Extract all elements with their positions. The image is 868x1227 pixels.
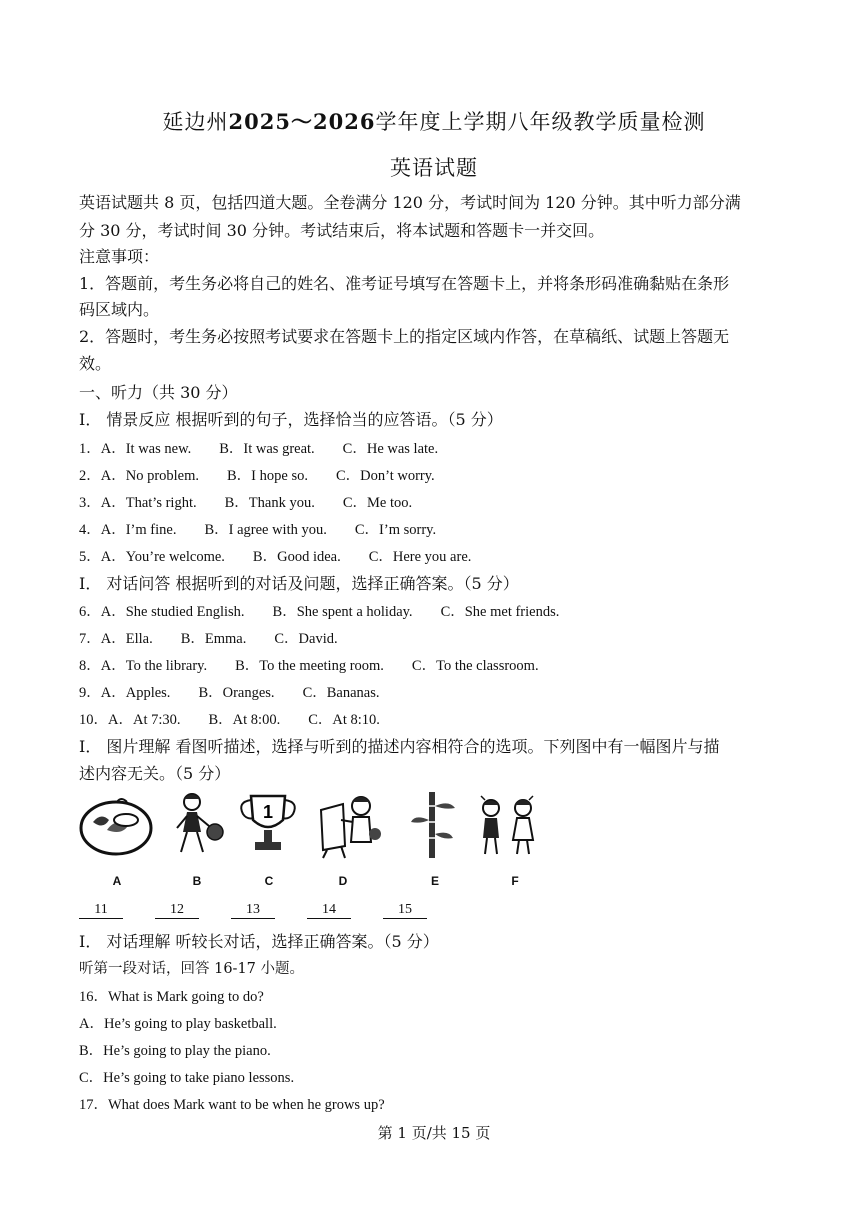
question-row: 10．A．At 7:30. B．At 8:00. C．At 8:10. xyxy=(79,712,380,728)
exam-subtitle: 英语试题 xyxy=(390,156,478,180)
note-line-1: 1．答题前，考生务必将自己的姓名、准考证号填写在答题卡上，并将条形码准确黏贴在条形 xyxy=(79,274,730,293)
picture-label: A xyxy=(112,874,122,888)
question-row: 9．A．Apples. B．Oranges. C．Bananas. xyxy=(79,685,380,701)
part-c-heading-2: 述内容无关。（5 分） xyxy=(79,764,231,783)
picture-label: D xyxy=(338,874,348,888)
part-d-heading: Ⅰ． 对话理解 听较长对话，选择正确答案。（5 分） xyxy=(79,932,439,951)
trophy-icon xyxy=(231,790,306,860)
answer-blank[interactable]: 13 xyxy=(231,902,275,919)
part-a-heading: Ⅰ． 情景反应 根据听到的句子，选择恰当的应答语。（5 分） xyxy=(79,410,503,429)
question-row: 6．A．She studied English. B．She spent a holiday. C．She met friends. xyxy=(79,604,560,620)
svg-text:1: 1 xyxy=(262,802,274,822)
question-row: 2．A．No problem. B．I hope so. C．Don’t worry. xyxy=(79,468,435,484)
exam-title: 延边州2025～2026学年度上学期八年级教学质量检测 xyxy=(162,109,706,134)
question-row: 5．A．You’re welcome. B．Good idea. C．Here you are. xyxy=(79,549,472,565)
bamboo-icon xyxy=(397,790,472,860)
question-row: 1．A．It was new. B．It was great. C．He was late. xyxy=(79,441,439,457)
intro-line-1: 英语试题共 8 页，包括四道大题。全卷满分 120 分，考试时间为 120 分钟。其中听力部分满 xyxy=(79,193,741,212)
note-line-2: 码区域内。 xyxy=(79,300,160,319)
question-row: 7．A．Ella. B．Emma. C．David. xyxy=(79,631,338,647)
food-bowl-icon xyxy=(79,790,154,860)
question-row: 4．A．I’m fine. B．I agree with you. C．I’m sorry. xyxy=(79,522,437,538)
question-16: 16．What is Mark going to do? xyxy=(79,989,264,1005)
picture-label: B xyxy=(192,874,202,888)
part-d-instruction: 听第一段对话，回答 16-17 小题。 xyxy=(79,961,305,977)
page-number: 第 1 页/共 15 页 xyxy=(377,1124,491,1142)
section-heading-listening: 一、听力（共 30 分） xyxy=(79,383,238,402)
question-16-option-b: B．He’s going to play the piano. xyxy=(79,1043,271,1059)
answer-blanks xyxy=(79,902,459,919)
question-16-option-a: A．He’s going to play basketball. xyxy=(79,1016,277,1032)
painter-boy-icon xyxy=(315,790,390,860)
picture-label: E xyxy=(430,874,439,888)
note-line-3: 2．答题时，考生务必按照考试要求在答题卡上的指定区域内作答，在草稿纸、试题上答题无 xyxy=(79,327,730,346)
question-17: 17．What does Mark want to be when he grows up? xyxy=(79,1097,385,1113)
answer-blank[interactable]: 12 xyxy=(155,902,199,919)
intro-line-2: 分 30 分，考试时间 30 分钟。考试结束后，将本试题和答题卡一并交回。 xyxy=(79,221,605,240)
talking-kids-icon xyxy=(471,790,546,860)
basketball-girl-icon xyxy=(159,790,234,860)
notes-heading: 注意事项： xyxy=(79,247,160,266)
question-16-option-c: C．He’s going to take piano lessons. xyxy=(79,1070,295,1086)
question-row: 8．A．To the library. B．To the meeting room. C．To the classroom. xyxy=(79,658,539,674)
answer-blank[interactable]: 11 xyxy=(79,902,123,919)
part-c-heading-1: Ⅰ． 图片理解 看图听描述，选择与听到的描述内容相符合的选项。下列图中有一幅图片与描 xyxy=(79,737,720,756)
answer-blank[interactable]: 15 xyxy=(383,902,427,919)
part-b-heading: Ⅰ． 对话问答 根据听到的对话及问题，选择正确答案。（5 分） xyxy=(79,574,519,593)
picture-strip xyxy=(79,790,549,890)
answer-blank[interactable]: 14 xyxy=(307,902,351,919)
picture-label: C xyxy=(264,874,274,888)
picture-label: F xyxy=(511,874,519,888)
question-row: 3．A．That’s right. B．Thank you. C．Me too. xyxy=(79,495,413,511)
note-line-4: 效。 xyxy=(79,354,112,373)
